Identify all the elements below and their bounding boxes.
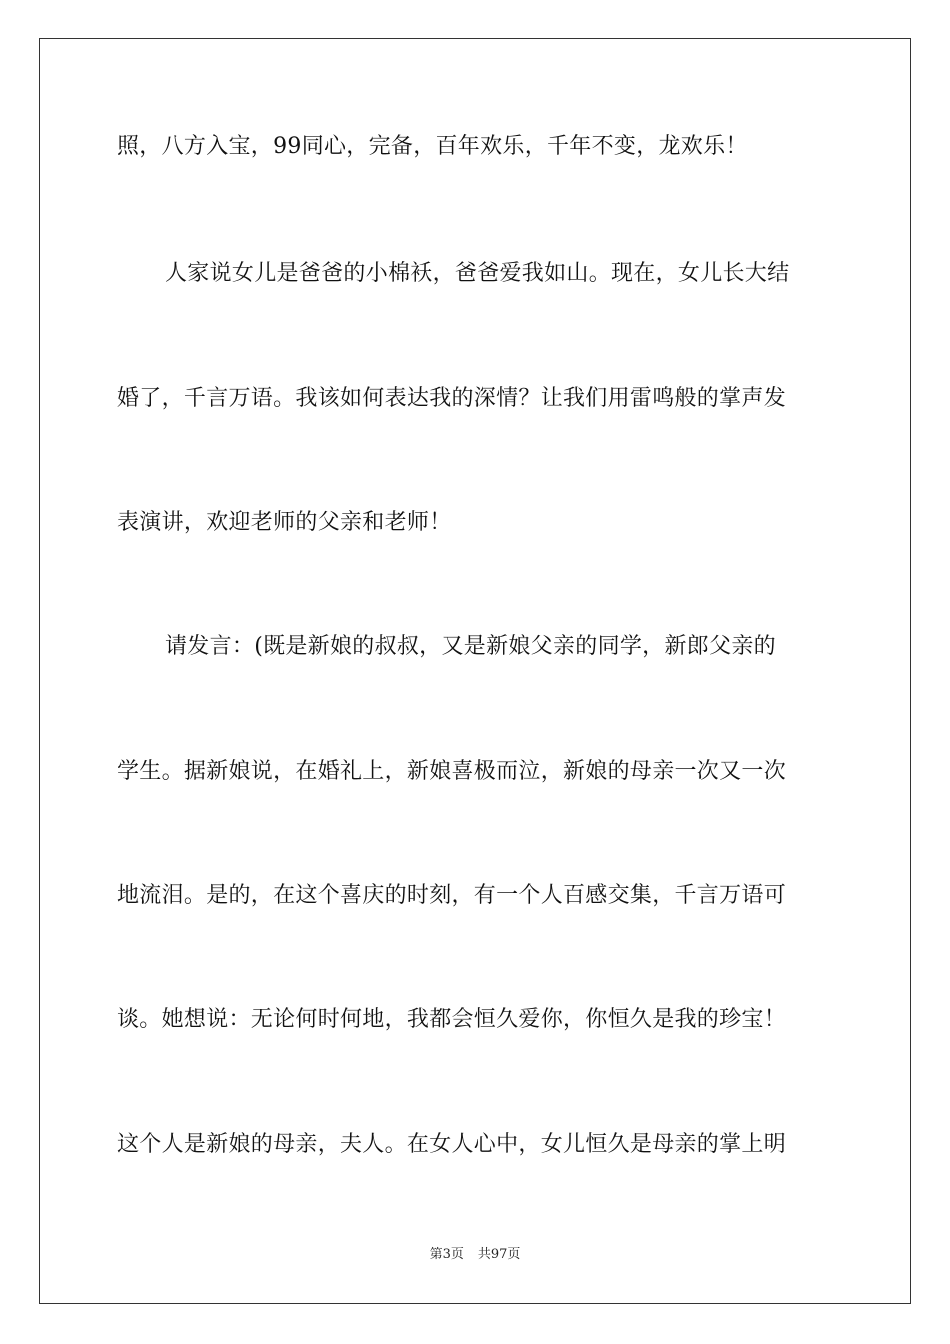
- page-border: [39, 38, 911, 1304]
- text-line-6: 学生。据新娘说，在婚礼上，新娘喜极而泣，新娘的母亲一次又一次: [117, 759, 787, 784]
- page-number: 第3页: [429, 1247, 464, 1262]
- text-line-4: 表演讲，欢迎老师的父亲和老师！: [117, 510, 452, 535]
- text-line-7: 地流泪。是的，在这个喜庆的时刻，有一个人百感交集，千言万语可: [117, 883, 787, 908]
- text-line-8: 谈。她想说：无论何时何地，我都会恒久爱你，你恒久是我的珍宝！: [117, 1007, 787, 1032]
- total-pages: 共97页: [477, 1247, 521, 1262]
- text-line-5: 请发言：(既是新娘的叔叔，又是新娘父亲的同学，新郎父亲的: [165, 634, 776, 659]
- page-footer: [0, 1246, 950, 1264]
- text-line-3: 婚了，千言万语。我该如何表达我的深情？让我们用雷鸣般的掌声发: [117, 386, 787, 411]
- text-line-9: 这个人是新娘的母亲，夫人。在女人心中，女儿恒久是母亲的掌上明: [117, 1132, 787, 1157]
- text-line-1: 照，八方入宝，99同心，完备，百年欢乐，千年不变，龙欢乐！: [117, 134, 748, 159]
- text-line-2: 人家说女儿是爸爸的小棉袄，爸爸爱我如山。现在，女儿长大结: [165, 261, 790, 286]
